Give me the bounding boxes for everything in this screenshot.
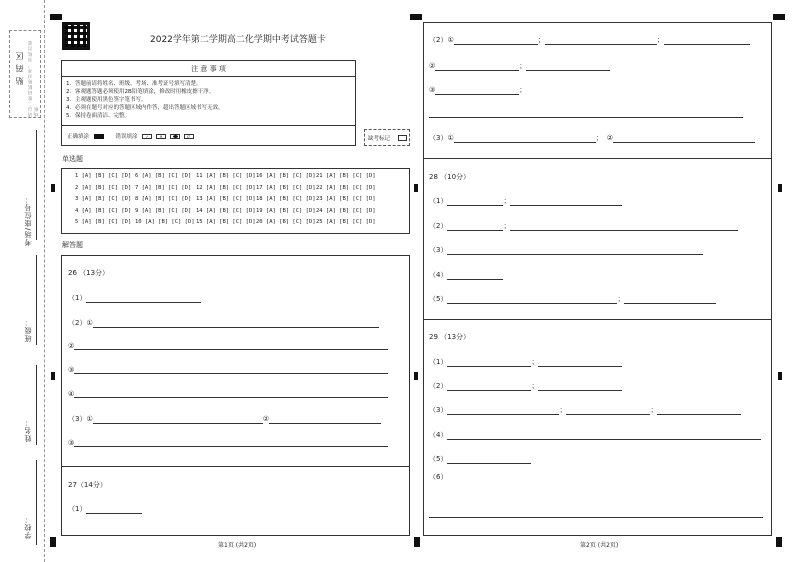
mc-question-row[interactable]: 8 [A] [B] [C] [D]	[135, 196, 192, 202]
answer-line[interactable]	[447, 383, 531, 391]
binding-line	[44, 0, 45, 562]
answer-line[interactable]	[624, 296, 716, 304]
absent-label: 缺考标记	[368, 136, 391, 142]
q26-title: 26 （13分）	[68, 269, 110, 277]
answer-line[interactable]	[447, 272, 503, 280]
part-label: （3）	[429, 134, 448, 142]
q29-part2	[429, 381, 622, 391]
answer-line[interactable]	[93, 416, 263, 424]
page1-footer: 第1页 (共2页)	[218, 542, 257, 549]
absent-checkbox[interactable]	[398, 135, 407, 141]
q26-part3-1	[68, 414, 381, 424]
mc-section-title: 单选题	[62, 155, 83, 163]
q26-part2-4	[68, 390, 388, 398]
seat-line	[36, 130, 37, 240]
q28-part1	[429, 196, 622, 206]
semicolon: ；	[617, 295, 625, 303]
answer-line[interactable]	[664, 37, 750, 45]
answer-line[interactable]	[93, 320, 379, 328]
absent-mark-box[interactable]	[364, 129, 410, 146]
q29-title: 29 （13分）	[429, 333, 471, 341]
q29-part4	[429, 430, 761, 440]
circled-number: ②	[606, 134, 614, 142]
essay-section-title: 解答题	[62, 241, 83, 249]
answer-line[interactable]	[74, 439, 388, 447]
part-label: （4）	[429, 431, 448, 439]
circled-number: ②	[429, 62, 436, 70]
part-label: （1）	[429, 358, 448, 366]
sticker-note: 请以二维码粘贴对齐，勿贴出虚线框	[28, 40, 39, 117]
notice-list	[66, 80, 224, 120]
part-label: （5）	[429, 455, 448, 463]
mc-question-row[interactable]: 21 [A] [B] [C] [D]	[316, 173, 376, 179]
semicolon: ；	[503, 197, 511, 205]
answer-line[interactable]	[454, 135, 596, 143]
q29-part1	[429, 357, 622, 367]
circled-number: ②	[68, 342, 75, 350]
correct-fill-icon	[94, 134, 104, 139]
mc-question-row[interactable]: 17 [A] [B] [C] [D]	[256, 184, 316, 191]
mc-question-row[interactable]: 2 [A] [B] [C] [D]	[75, 184, 132, 191]
mc-question-row[interactable]: 24 [A] [B] [C] [D]	[316, 207, 376, 214]
page2-footer: 第2页 (共2页)	[580, 542, 619, 549]
school-line	[36, 460, 37, 545]
notice-box	[61, 60, 356, 146]
mc-question-row[interactable]: 15 [A] [B] [C] [D]	[196, 219, 256, 225]
circled-number: ③	[68, 439, 75, 447]
mc-question-row[interactable]: 12 [A] [B] [C] [D]	[196, 184, 256, 191]
sticker-area	[9, 30, 41, 118]
q28-title: 28 （10分）	[429, 173, 471, 181]
divider	[62, 125, 355, 126]
answer-line[interactable]	[447, 296, 617, 304]
q29-part6	[429, 472, 447, 482]
mc-question-row[interactable]: 7 [A] [B] [C] [D]	[135, 184, 192, 191]
slash-mark-icon: //	[184, 134, 194, 139]
q29-box	[423, 319, 772, 536]
part-label: （2）	[429, 222, 448, 230]
answer-line[interactable]	[510, 198, 622, 206]
part-label: （2）	[429, 382, 448, 390]
q26-part3-3	[68, 439, 388, 447]
q29-part3	[429, 405, 741, 415]
answer-line[interactable]	[74, 342, 388, 350]
notice-item: 3．主观题使用黑色签字笔书写。	[66, 97, 147, 103]
semicolon: ；	[656, 36, 664, 44]
semicolon: ；	[519, 86, 527, 94]
answer-line[interactable]	[86, 506, 142, 514]
q26-part2-2	[68, 342, 388, 350]
circled-number: ④	[68, 390, 75, 398]
answer-line[interactable]	[74, 390, 388, 398]
divider	[62, 76, 355, 77]
answer-line[interactable]	[435, 63, 519, 71]
answer-line[interactable]	[447, 456, 531, 464]
answer-line[interactable]	[613, 135, 755, 143]
notice-title: 注 意 事 项	[191, 65, 226, 73]
mc-question-row[interactable]: 25 [A] [B] [C] [D]	[316, 219, 376, 225]
q27-part2-2	[429, 61, 610, 71]
reg-mark	[410, 14, 422, 20]
mc-question-row[interactable]: 18 [A] [B] [C] [D]	[256, 196, 316, 202]
mc-question-row[interactable]: 1 [A] [B] [C] [D]	[75, 173, 132, 179]
part-label: （3）	[429, 406, 448, 414]
wrong-label: 错误填涂	[115, 134, 138, 140]
semicolon: ；	[537, 36, 545, 44]
part-label: （3）	[429, 246, 448, 254]
mc-question-row[interactable]: 11 [A] [B] [C] [D]	[196, 173, 256, 179]
answer-line[interactable]	[538, 359, 622, 367]
part-label: （6）	[429, 473, 448, 481]
part-label: （2）	[429, 36, 448, 44]
mc-question-row[interactable]: 5 [A] [B] [C] [D]	[75, 219, 132, 225]
circled-number: ①	[447, 134, 454, 142]
notice-item: 2．客观题答题必须使用2B铅笔填涂，修改时用橡皮擦干净。	[66, 89, 215, 95]
reg-mark	[414, 372, 418, 380]
answer-line[interactable]	[454, 37, 538, 45]
mc-question-row[interactable]: 9 [A] [B] [C] [D]	[135, 207, 192, 214]
reg-mark	[414, 184, 418, 192]
q27-part3	[429, 133, 755, 143]
answer-line[interactable]	[545, 37, 657, 45]
name-label: 姓名：	[24, 418, 32, 442]
answer-line[interactable]	[657, 407, 741, 415]
q29-part5	[429, 454, 531, 464]
sticker-area-title: 贴 码 区	[15, 51, 24, 86]
semicolon: ；	[650, 406, 658, 414]
semicolon: ；	[519, 62, 527, 70]
seat-label: 考场/座位号：	[24, 195, 32, 247]
q27-part2-3	[429, 85, 526, 95]
answer-line[interactable]	[447, 432, 761, 440]
oval-mark-icon	[170, 134, 180, 139]
mc-question-row[interactable]: 4 [A] [B] [C] [D]	[75, 207, 132, 214]
part-label: （1）	[68, 294, 87, 302]
answer-line[interactable]	[429, 117, 743, 118]
semicolon: ；	[531, 382, 539, 390]
q28-part4	[429, 270, 503, 280]
part-label: （1）	[429, 197, 448, 205]
qr-code	[62, 22, 90, 50]
answer-line[interactable]	[269, 416, 381, 424]
answer-line[interactable]	[429, 517, 763, 518]
fill-example	[67, 132, 194, 140]
answer-line[interactable]	[447, 198, 503, 206]
q27-part1	[68, 504, 142, 514]
mc-question-row[interactable]: 13 [A] [B] [C] [D]	[196, 196, 256, 202]
school-label: 学校：	[24, 515, 32, 539]
q27-title: 27（14分）	[68, 481, 107, 489]
q28-part2	[429, 221, 738, 231]
q26-box	[61, 255, 410, 467]
answer-line[interactable]	[526, 63, 610, 71]
reg-mark	[51, 372, 55, 380]
semicolon: ；	[531, 358, 539, 366]
circled-number: ①	[86, 319, 93, 327]
notice-item: 4．必须在题号对应的答题区域内作答，超出答题区域书写无效。	[66, 105, 224, 111]
answer-line[interactable]	[538, 383, 622, 391]
mc-question-row[interactable]: 23 [A] [B] [C] [D]	[316, 196, 376, 202]
mc-question-row[interactable]: 3 [A] [B] [C] [D]	[75, 196, 132, 202]
circled-number: ①	[447, 36, 454, 44]
semicolon: ；	[503, 222, 511, 230]
answer-line[interactable]	[447, 247, 703, 255]
q27-part2-1	[429, 35, 750, 45]
check-mark-icon: ✓	[142, 134, 152, 139]
mc-question-row[interactable]: 6 [A] [B] [C] [D]	[135, 173, 192, 179]
answer-line[interactable]	[86, 295, 201, 303]
q28-part3	[429, 245, 703, 255]
circled-number: ③	[68, 366, 75, 374]
answer-line[interactable]	[447, 359, 531, 367]
part-label: （2）	[68, 319, 87, 327]
name-line	[36, 365, 37, 445]
part-label: （1）	[68, 505, 87, 513]
mc-question-row[interactable]: 10 [A] [B] [C] [D]	[135, 219, 195, 225]
reg-mark	[50, 537, 56, 547]
mc-question-row[interactable]: 14 [A] [B] [C] [D]	[196, 207, 256, 214]
q26-part2-1	[68, 318, 379, 328]
answer-line[interactable]	[510, 223, 738, 231]
mc-question-row[interactable]: 16 [A] [B] [C] [D]	[256, 173, 316, 179]
answer-line[interactable]	[435, 87, 519, 95]
circled-number: ②	[262, 415, 270, 423]
answer-line[interactable]	[447, 223, 503, 231]
reg-mark	[414, 537, 420, 547]
part-label: （5）	[429, 295, 448, 303]
circled-number: ③	[429, 86, 436, 94]
answer-line[interactable]	[74, 366, 388, 374]
class-label: 班级：	[24, 318, 32, 342]
class-line	[36, 255, 37, 345]
q26-part1	[68, 293, 201, 303]
reg-mark	[778, 372, 782, 380]
semicolon: ；	[559, 406, 567, 414]
reg-mark	[50, 14, 62, 20]
semicolon: ；	[595, 134, 603, 142]
q26-part2-3	[68, 366, 388, 374]
mc-question-row[interactable]: 20 [A] [B] [C] [D]	[256, 219, 316, 225]
page-title: 2022学年第二学期高二化学期中考试答题卡	[150, 35, 326, 45]
answer-line[interactable]	[566, 407, 650, 415]
q28-part5	[429, 294, 716, 304]
circled-number: ①	[86, 415, 93, 423]
reg-mark	[778, 184, 782, 192]
mc-question-row[interactable]: 22 [A] [B] [C] [D]	[316, 184, 376, 191]
reg-mark	[51, 184, 55, 192]
q27-box	[61, 466, 410, 536]
part-label: （4）	[429, 271, 448, 279]
reg-mark	[776, 537, 782, 547]
cross-mark-icon: ✕	[156, 134, 166, 139]
correct-label: 正确填涂	[67, 134, 90, 140]
answer-line[interactable]	[447, 407, 559, 415]
reg-mark	[773, 14, 785, 20]
part-label: （3）	[68, 415, 87, 423]
mc-question-row[interactable]: 19 [A] [B] [C] [D]	[256, 207, 316, 214]
notice-item: 1．答题前请将姓名、班级、考场、准考证号填写清楚。	[66, 81, 202, 87]
notice-item: 5．保持卷面清洁、完整。	[66, 113, 131, 119]
